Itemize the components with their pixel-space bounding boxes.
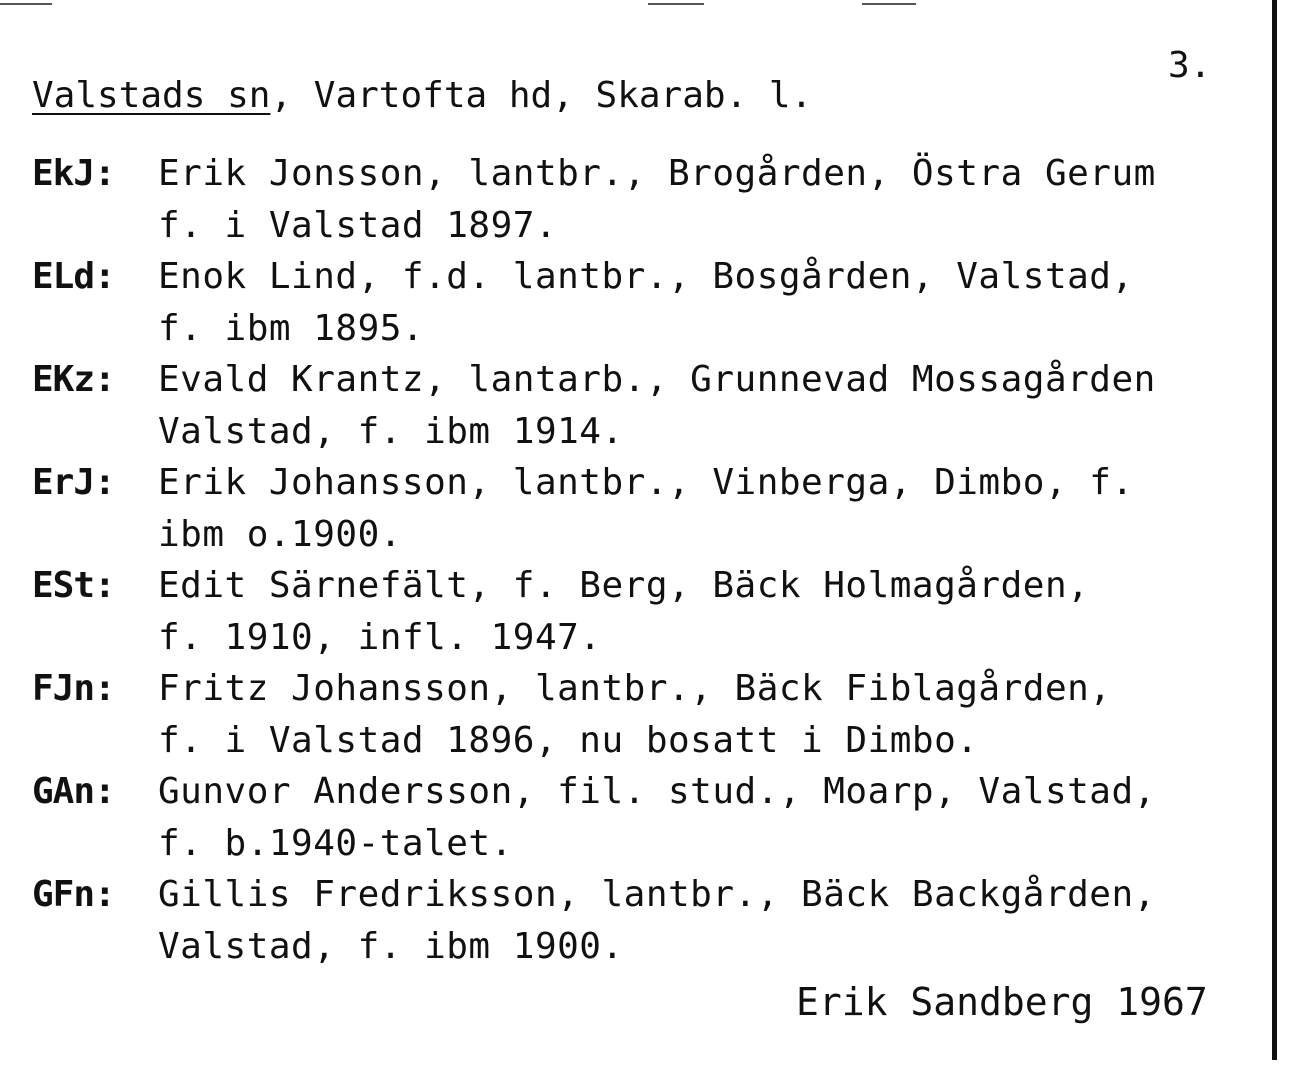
informant-line: Valstad, f. ibm 1914.: [158, 410, 624, 452]
informant-code: EkJ:: [32, 153, 115, 194]
informant-line: f. 1910, infl. 1947.: [158, 616, 602, 658]
page-number: 3.: [1168, 45, 1212, 86]
informant-code: EKz:: [32, 359, 115, 400]
informant-code: ErJ:: [32, 462, 115, 503]
informant-line: Fritz Johansson, lantbr., Bäck Fiblagården,: [158, 668, 1112, 709]
informant-line: Erik Johansson, lantbr., Vinberga, Dimbo, f.: [158, 462, 1134, 503]
informant-line: ibm o.1900.: [158, 513, 402, 555]
informant-entry: [32, 869, 1282, 972]
informant-line: Enok Lind, f.d. lantbr., Bosgården, Valstad,: [158, 256, 1134, 297]
parish-name: Valstads sn: [32, 75, 271, 116]
informant-entry: [32, 766, 1282, 869]
informant-entry: [32, 148, 1282, 251]
informant-line: Edit Särnefält, f. Berg, Bäck Holmagården,: [158, 565, 1090, 606]
informant-line: Gillis Fredriksson, lantbr., Bäck Backgården,: [158, 874, 1156, 915]
informant-line: f. i Valstad 1896, nu bosatt i Dimbo.: [158, 719, 979, 761]
card-top-edge-mark: [0, 3, 52, 5]
informant-code: FJn:: [32, 668, 115, 709]
card-top-edge-mark: [862, 3, 916, 5]
informant-list: [32, 148, 1282, 972]
informant-line: f. i Valstad 1897.: [158, 204, 558, 246]
informant-code: GAn:: [32, 771, 115, 812]
card-header: [32, 74, 812, 118]
informant-entry: [32, 354, 1282, 457]
header-location: , Vartofta hd, Skarab. l.: [270, 75, 813, 116]
informant-code: ESt:: [32, 565, 115, 606]
informant-entry: [32, 251, 1282, 354]
informant-entry: [32, 457, 1282, 560]
informant-line: f. b.1940-talet.: [158, 822, 513, 864]
informant-code: GFn:: [32, 874, 115, 915]
signature: Erik Sandberg 1967: [796, 980, 1208, 1024]
informant-line: Valstad, f. ibm 1900.: [158, 925, 624, 967]
informant-line: Gunvor Andersson, fil. stud., Moarp, Valstad,: [158, 771, 1156, 812]
informant-code: ELd:: [32, 256, 115, 297]
informant-entry: [32, 663, 1282, 766]
informant-line: f. ibm 1895.: [158, 307, 425, 349]
informant-line: Evald Krantz, lantarb., Grunnevad Mossagården: [158, 359, 1156, 400]
informant-line: Erik Jonsson, lantbr., Brogården, Östra Gerum: [158, 153, 1156, 194]
informant-entry: [32, 560, 1282, 663]
card-top-edge-mark: [648, 3, 704, 5]
